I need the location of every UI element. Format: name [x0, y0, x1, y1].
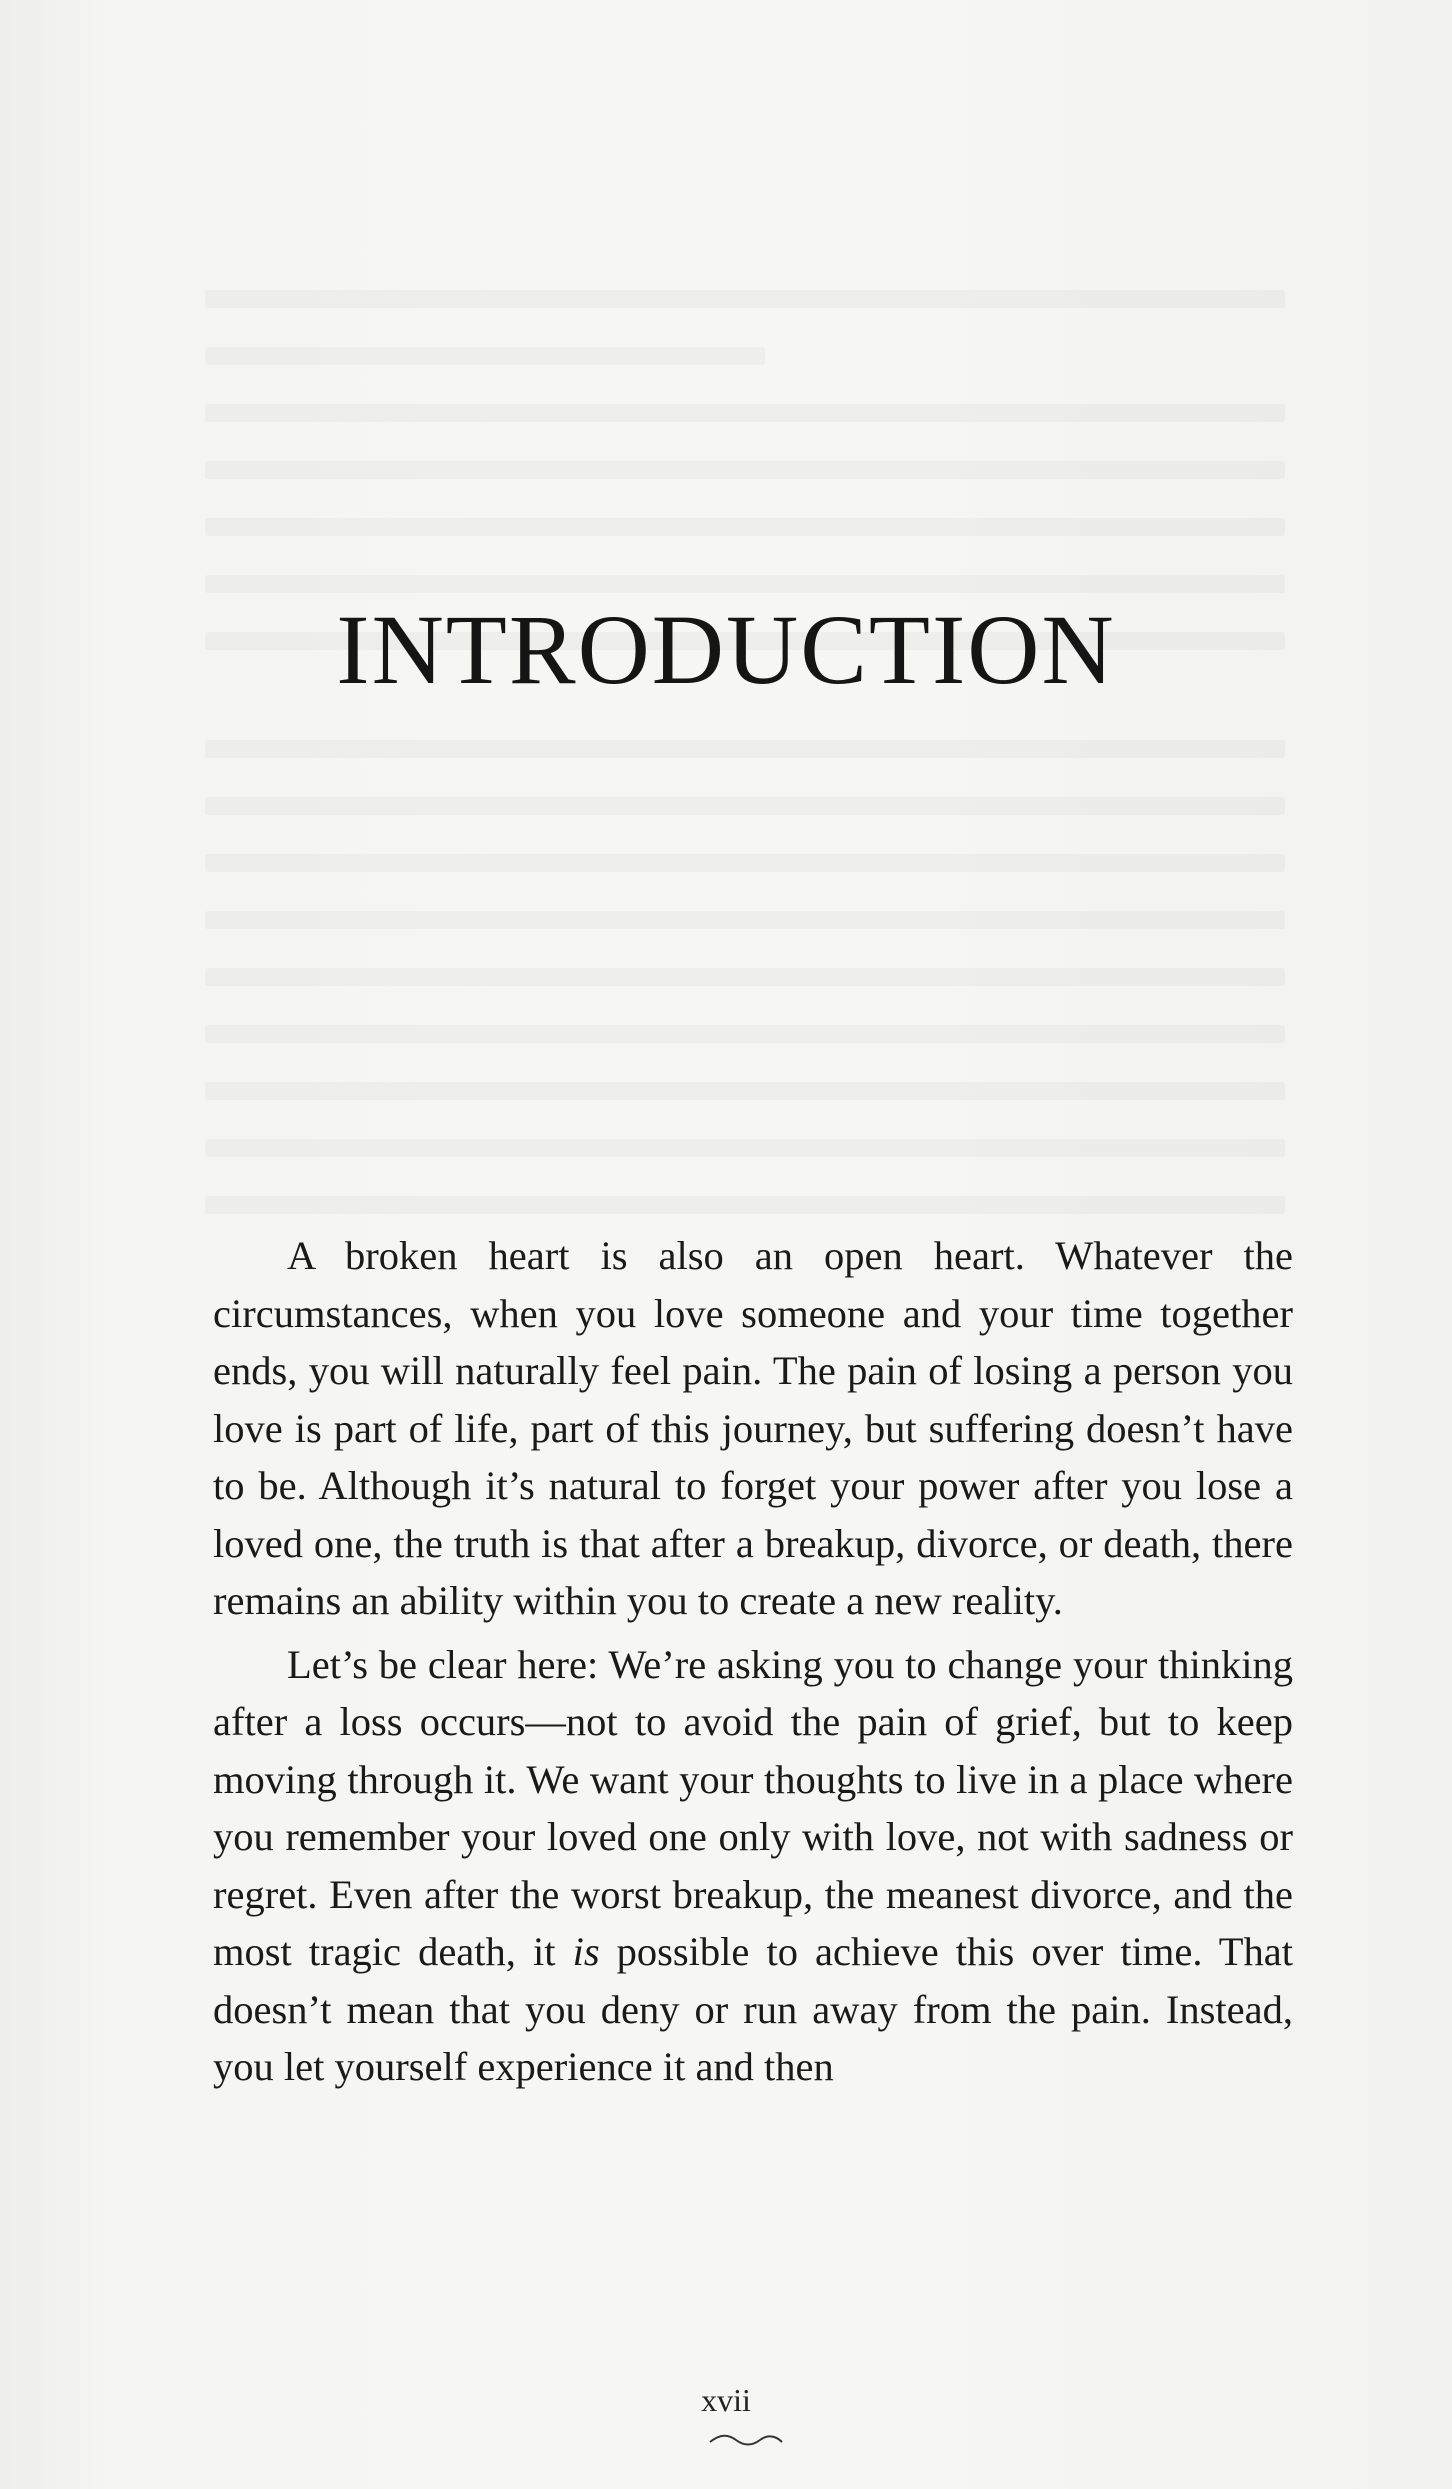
chapter-title: INTRODUCTION: [336, 594, 1116, 705]
body-text: [213, 1227, 1293, 2096]
paragraph-text: possible to achieve this over time. That doesn’t mean that you deny or run away from the pain. Instead, you let yourself experience it and then: [213, 1929, 1294, 2089]
flourish-ornament-icon: [706, 2430, 786, 2450]
page-number: xvii: [701, 2382, 751, 2418]
paragraph: [213, 1227, 1293, 1630]
paragraph: [213, 1636, 1293, 2096]
paragraph-text: Let’s be clear here: We’re asking you to change your thinking after a loss occurs—not to avoid the pain of grief, but to keep moving through it. We want your thoughts to live in a place where you remember your loved one only with love, not with sadness or regret. Even after the worst breakup, the meanest divorce, and the most tragic death, it: [213, 1641, 1293, 1974]
emphasized-word: is: [572, 1929, 600, 1974]
paragraph-text: A broken heart is also an open heart. Whatever the circumstances, when you love someone and your time together ends, you will naturally feel pain. The pain of losing a person you love is part of life, part of this journey, but suffering doesn’t have to be. Although it’s natural to forget your power after you lose a loved one, the truth is that after a breakup, divorce, or death, there remains an ability within you to create a new reality.: [213, 1233, 1293, 1623]
